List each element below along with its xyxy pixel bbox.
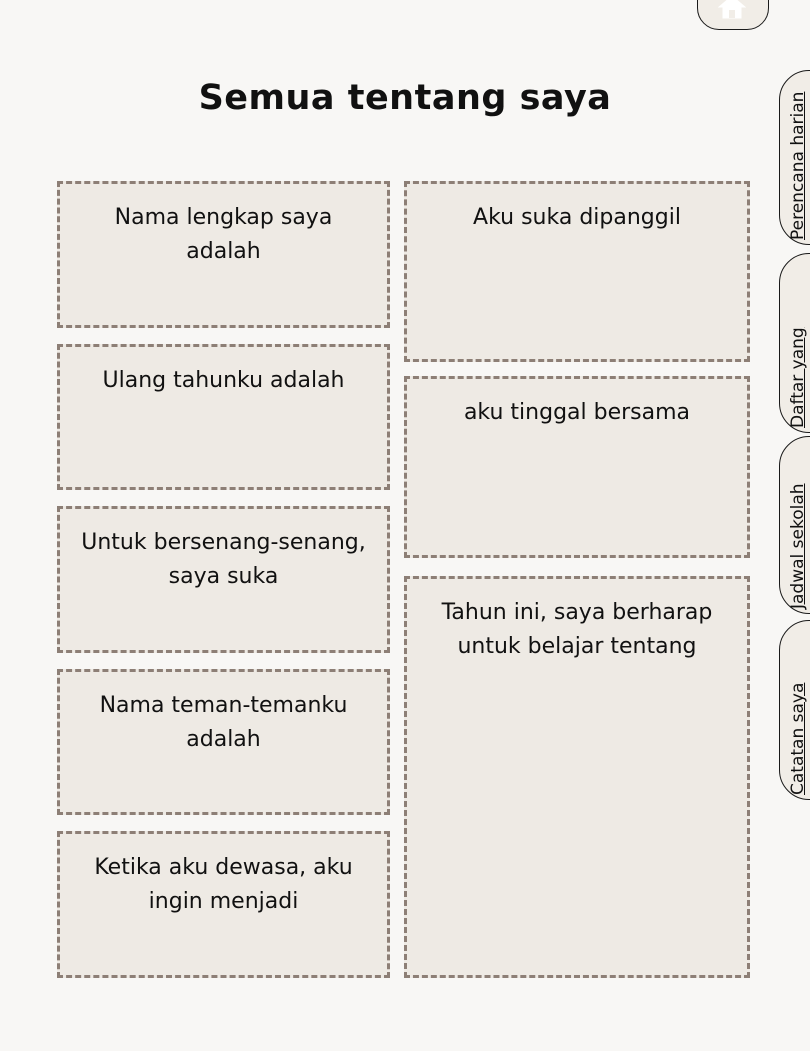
- tab-label: Jadwal sekolah: [788, 483, 808, 609]
- tab-label: Catatan saya: [788, 682, 808, 795]
- tab-jadwal-sekolah[interactable]: [779, 436, 810, 614]
- tab-catatan-saya[interactable]: [779, 620, 810, 800]
- box-for-fun[interactable]: Untuk bersenang-senang, saya suka: [57, 506, 390, 653]
- box-grow-up[interactable]: Ketika aku dewasa, aku ingin menjadi: [57, 831, 390, 978]
- home-icon: [718, 0, 746, 19]
- box-live-with[interactable]: aku tinggal bersama: [404, 376, 750, 558]
- box-nickname[interactable]: Aku suka dipanggil: [404, 181, 750, 362]
- box-birthday[interactable]: Ulang tahunku adalah: [57, 344, 390, 490]
- box-learn-this-year[interactable]: Tahun ini, saya berharap untuk belajar tentang: [404, 576, 750, 978]
- box-full-name[interactable]: Nama lengkap saya adalah: [57, 181, 390, 328]
- home-button[interactable]: [697, 0, 769, 30]
- tab-daftar-yang[interactable]: [779, 253, 810, 433]
- page-title: Semua tentang saya: [198, 78, 612, 118]
- tab-label: Perencana harian: [788, 91, 808, 240]
- tab-label: Daftar yang: [788, 327, 808, 428]
- tab-perencana-harian[interactable]: [779, 70, 810, 245]
- box-friends[interactable]: Nama teman-temanku adalah: [57, 669, 390, 815]
